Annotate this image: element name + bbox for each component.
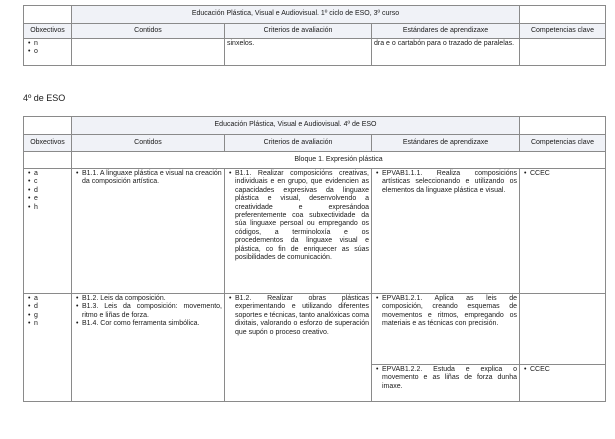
objectives-cell bbox=[24, 294, 72, 402]
content-item: • B1.3. Leis da composición: movemento, ritmo e liñas de forza. bbox=[74, 303, 222, 320]
col-header-objectives: Obxectivos bbox=[24, 135, 72, 152]
content-item: • B1.4. Cor como ferramenta simbólica. bbox=[74, 320, 222, 328]
contents-cell bbox=[72, 169, 225, 294]
block-title: Bloque 1. Expresión plástica bbox=[72, 152, 606, 169]
empty-cell bbox=[24, 152, 72, 169]
objective-item: • o bbox=[26, 48, 69, 56]
objective-item: • a bbox=[26, 295, 69, 303]
table-title-row bbox=[24, 6, 606, 24]
col-header-objectives: Obxectivos bbox=[24, 24, 72, 39]
criteria-cell: sinxelos. bbox=[225, 39, 372, 66]
competences-cell bbox=[520, 365, 606, 402]
table-eso3 bbox=[23, 5, 606, 66]
table-eso4 bbox=[23, 116, 606, 402]
col-header-competences: Competencias clave bbox=[520, 135, 606, 152]
empty-cell bbox=[24, 6, 72, 24]
standards-cell bbox=[372, 294, 520, 365]
column-headers bbox=[24, 24, 606, 39]
objective-item: • d bbox=[26, 187, 69, 195]
col-header-contents: Contidos bbox=[72, 135, 225, 152]
standard-item: • EPVAB1.2.1. Aplica as leis de composición, creando esquemas de movementos e ritmos, empregando os materiais e as técnicas con precisión. bbox=[374, 295, 517, 329]
col-header-competences: Competencias clave bbox=[520, 24, 606, 39]
col-header-contents: Contidos bbox=[72, 24, 225, 39]
col-header-standards: Estándares de aprendizaxe bbox=[372, 24, 520, 39]
table-title: Educación Plástica, Visual e Audiovisual. 4º de ESO bbox=[72, 117, 520, 135]
content-item: • B1.2. Leis da composición. bbox=[74, 295, 222, 303]
contents-cell bbox=[72, 294, 225, 402]
content-item: • B1.1. A linguaxe plástica e visual na creación da composición artística. bbox=[74, 170, 222, 187]
block-title-row bbox=[24, 152, 606, 169]
table-row bbox=[24, 39, 606, 66]
col-header-criteria: Criterios de avaliación bbox=[225, 24, 372, 39]
objective-item: • d bbox=[26, 303, 69, 311]
objective-item: • g bbox=[26, 312, 69, 320]
criteria-cell bbox=[225, 169, 372, 294]
competence-item: • CCEC bbox=[522, 170, 603, 178]
objectives-cell bbox=[24, 39, 72, 66]
objectives-cell bbox=[24, 169, 72, 294]
criterion-item: • B1.2. Realizar obras plásticas experimentando e utilizando diferentes soportes e técnicas, tanto analóxicas coma dixitais, valorando o esforzo de superación que supón o proceso creativo. bbox=[227, 295, 369, 337]
table-row bbox=[24, 294, 606, 365]
criteria-cell bbox=[225, 294, 372, 402]
objective-item: • n bbox=[26, 320, 69, 328]
table-title-row bbox=[24, 117, 606, 135]
competences-cell bbox=[520, 39, 606, 66]
table-title: Educación Plástica, Visual e Audiovisual. 1º ciclo de ESO, 3º curso bbox=[72, 6, 520, 24]
empty-cell bbox=[520, 6, 606, 24]
table-row bbox=[24, 169, 606, 294]
competences-cell bbox=[520, 169, 606, 294]
objective-item: • n bbox=[26, 40, 69, 48]
column-headers bbox=[24, 135, 606, 152]
criterion-item: • B1.1. Realizar composicións creativas, individuais e en grupo, que evidencien as capacidades expresivas da linguaxe plástica e visual, desenvolvendo a creatividade e expresándoa preferentemente coa subxectividade da súa linguaxe persoal ou empregando os códigos, a terminoloxía e os procedementos da linguaxe visual e plástica, co fin de enriquecer as súas posibilidades de comunicación. bbox=[227, 170, 369, 262]
objective-item: • c bbox=[26, 178, 69, 186]
standard-item: • EPVAB1.1.1. Realiza composicións artísticas seleccionando e utilizando os elementos da linguaxe plástica e visual. bbox=[374, 170, 517, 195]
standards-cell: dra e o cartabón para o trazado de paralelas. bbox=[372, 39, 520, 66]
empty-cell bbox=[520, 117, 606, 135]
empty-cell bbox=[24, 117, 72, 135]
standards-cell bbox=[372, 365, 520, 402]
col-header-standards: Estándares de aprendizaxe bbox=[372, 135, 520, 152]
standard-item: • EPVAB1.2.2. Estuda e explica o movemento e as liñas de forza dunha imaxe. bbox=[374, 366, 517, 391]
objective-item: • h bbox=[26, 204, 69, 212]
col-header-criteria: Criterios de avaliación bbox=[225, 135, 372, 152]
competence-item: • CCEC bbox=[522, 366, 603, 374]
section-title: 4º de ESO bbox=[23, 93, 66, 103]
objective-item: • a bbox=[26, 170, 69, 178]
standards-cell bbox=[372, 169, 520, 294]
competences-cell bbox=[520, 294, 606, 365]
objective-item: • e bbox=[26, 195, 69, 203]
contents-cell bbox=[72, 39, 225, 66]
